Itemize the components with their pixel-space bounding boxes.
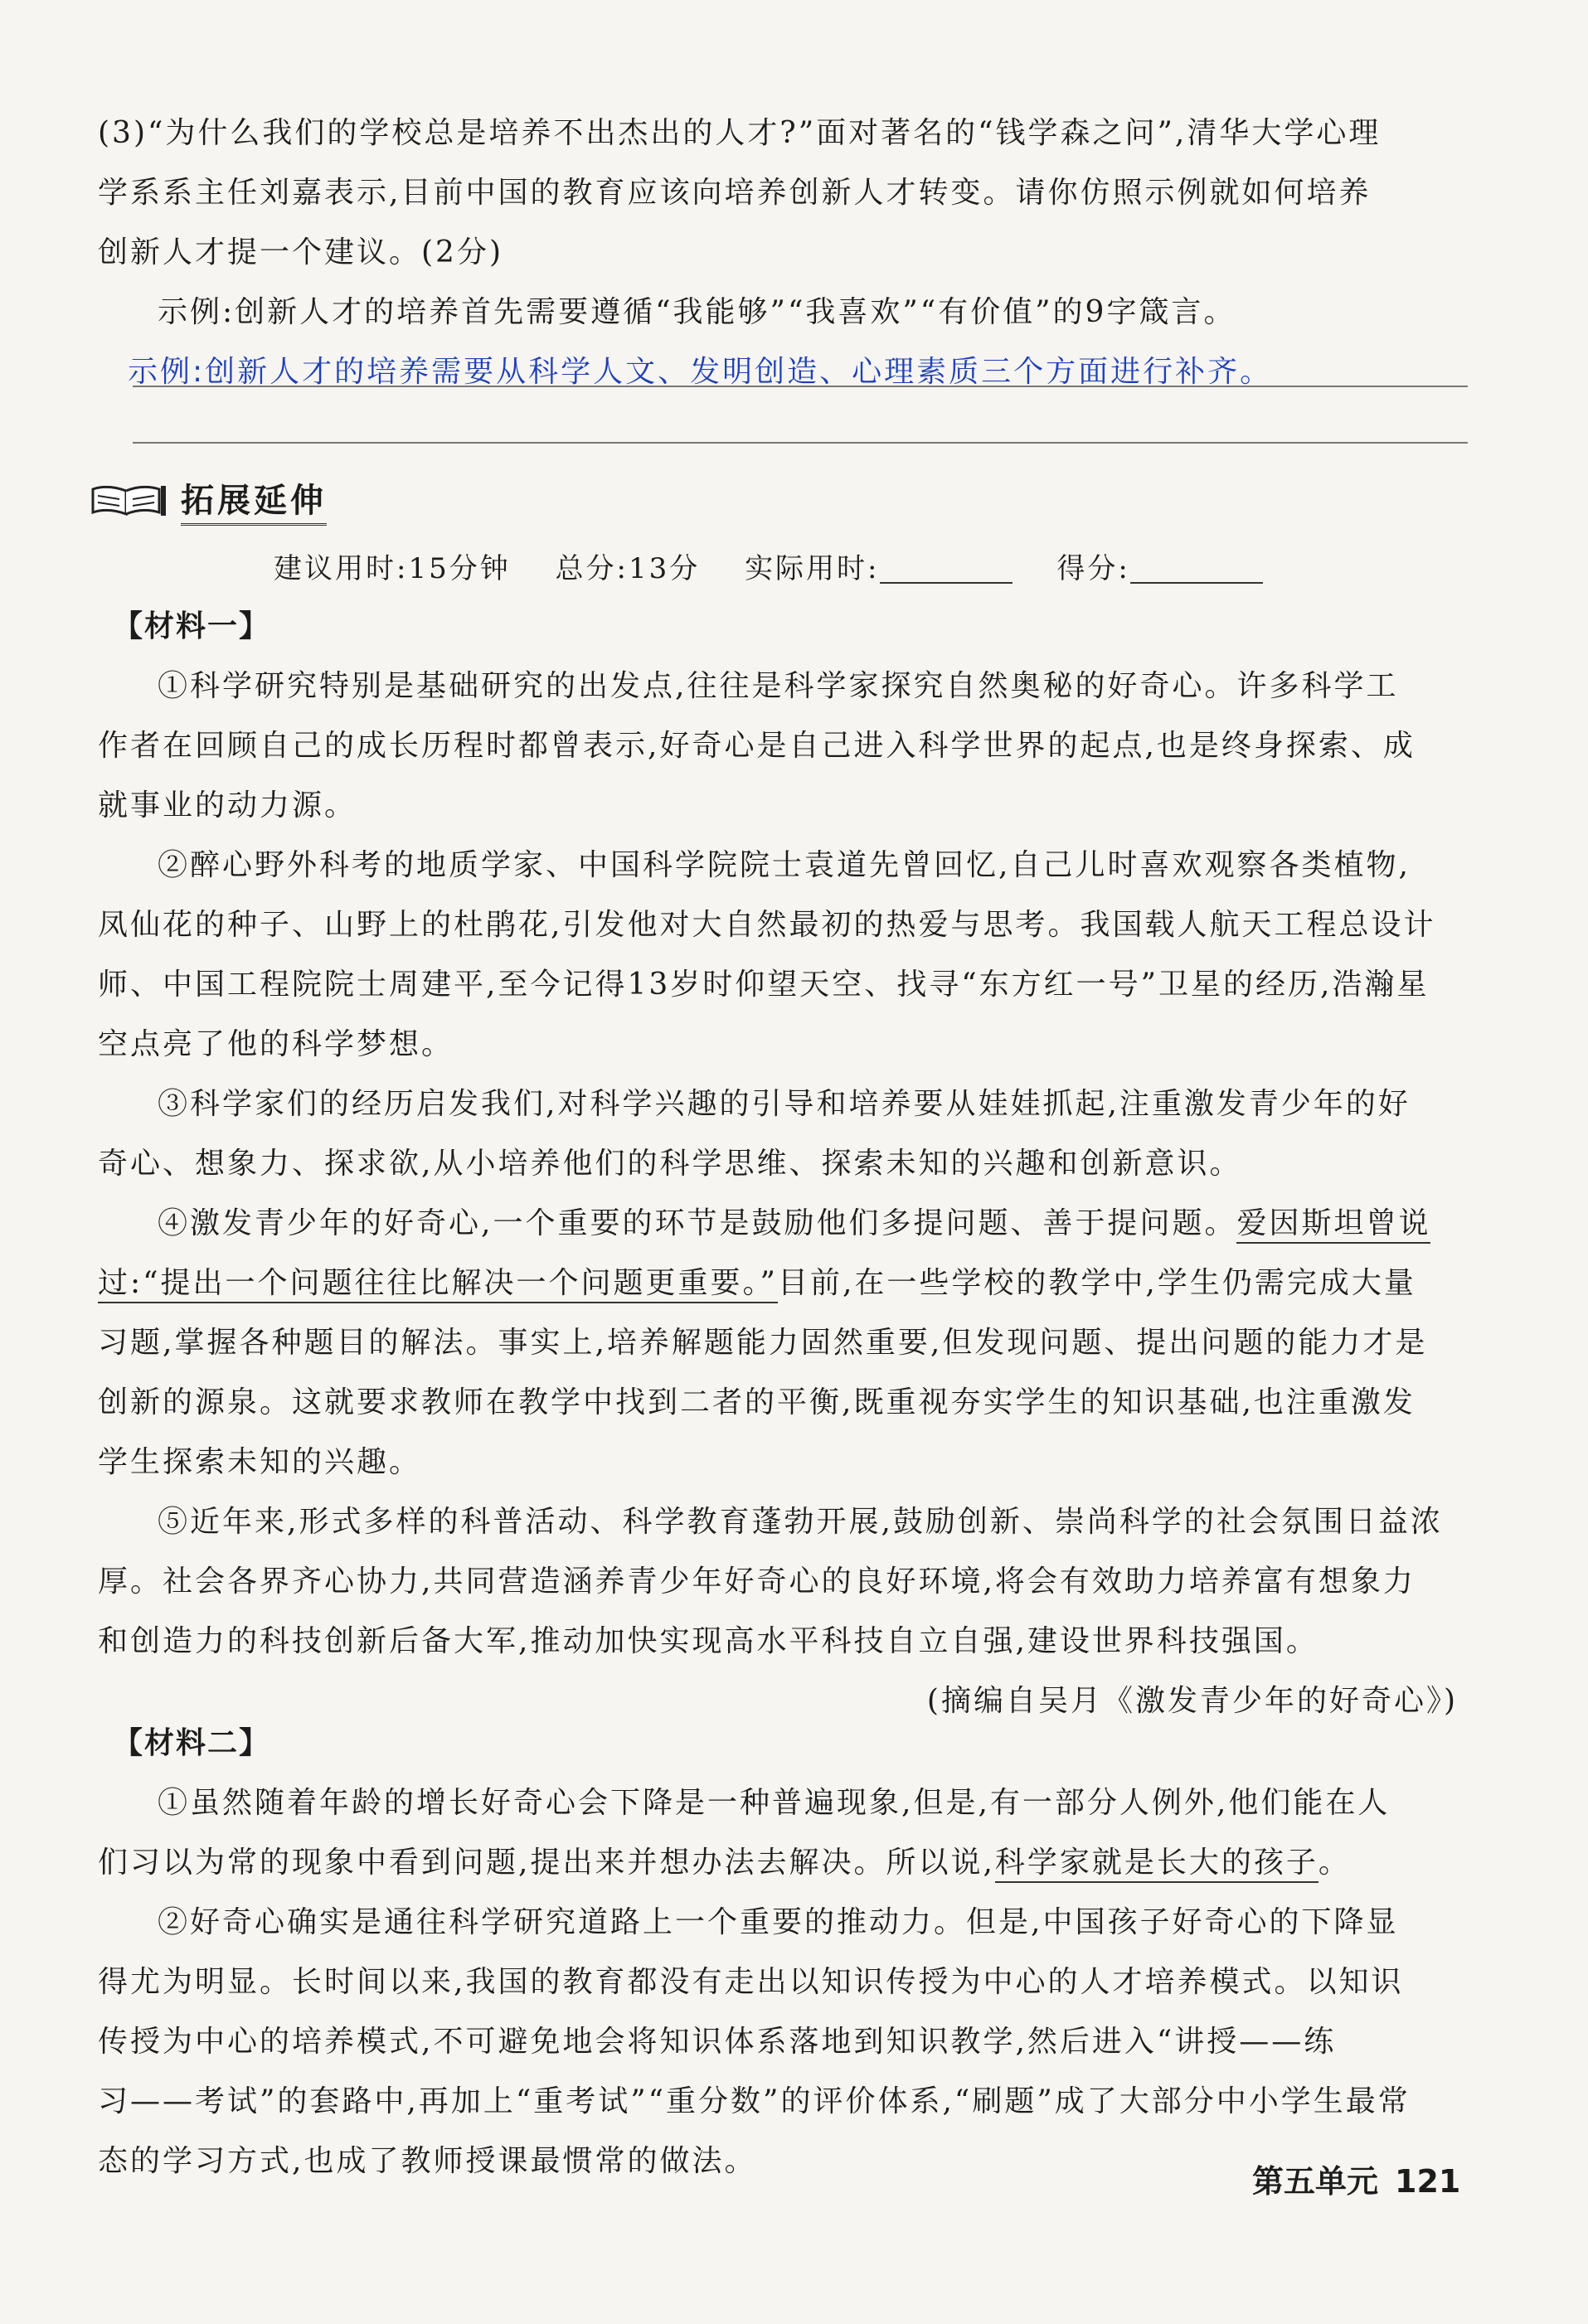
- section-title: 拓展延伸: [181, 474, 327, 526]
- actual-time-label: 实际用时:: [745, 552, 880, 585]
- paragraph-line: 态的学习方式,也成了教师授课最惯常的做法。: [98, 2144, 757, 2178]
- answer-rule: [133, 386, 1468, 387]
- text-span: ④激发青少年的好奇心,一个重要的环节是鼓励他们多提问题、善于提问题。: [158, 1206, 1237, 1240]
- paragraph-line: 和创造力的科技创新后备大军,推动加快实现高水平科技自立自强,建设世界科技强国。: [98, 1624, 1318, 1658]
- paragraph-line: 习——考试”的套路中,再加上“重考试”“重分数”的评价体系,“刷题”成了大部分中小学生最常: [98, 2084, 1411, 2118]
- paragraph-line: 凤仙花的种子、山野上的杜鹃花,引发他对大自然最初的热爱与思考。我国载人航天工程总设计: [98, 908, 1436, 942]
- material-two: [98, 1714, 1458, 2191]
- question-3-answer: 示例:创新人才的培养需要从科学人文、发明创造、心理素质三个方面进行补齐。: [128, 355, 1273, 389]
- text-span: 们习以为常的现象中看到问题,提出来并想办法去解决。所以说,: [98, 1846, 995, 1880]
- time-score-line: [274, 546, 1296, 586]
- paragraph-line: 奇心、想象力、探求欲,从小培养他们的科学思维、探索未知的兴趣和创新意识。: [98, 1147, 1242, 1181]
- material-two-title: 【材料二】: [113, 1726, 271, 1760]
- question-3-line: 创新人才提一个建议。(2分): [98, 235, 503, 269]
- section-heading: [90, 477, 327, 523]
- paragraph-line: 创新的源泉。这就要求教师在教学中找到二者的平衡,既重视夯实学生的知识基础,也注重激发: [98, 1385, 1416, 1419]
- question-3-line: 学系系主任刘嘉表示,目前中国的教育应该向培养创新人才转变。请你仿照示例就如何培养: [98, 176, 1372, 210]
- answer-rule: [133, 442, 1468, 444]
- source-citation: (摘编自吴月《激发青少年的好奇心》): [926, 1684, 1458, 1718]
- paragraph-line: [98, 1194, 1458, 1254]
- paragraph-line: 空点亮了他的科学梦想。: [98, 1027, 454, 1061]
- question-3: [98, 104, 1458, 402]
- paragraph-line: 就事业的动力源。: [98, 788, 357, 822]
- question-3-line: (3)“为什么我们的学校总是培养不出杰出的人才?”面对著名的“钱学森之问”,清华大学心理: [98, 116, 1382, 150]
- score-label: 得分:: [1056, 552, 1130, 585]
- underlined-quote: 爱因斯坦曾说: [1236, 1206, 1430, 1244]
- paragraph-line: ⑤近年来,形式多样的科普活动、科学教育蓬勃开展,鼓励创新、崇尚科学的社会氛围日益浓: [158, 1505, 1443, 1539]
- paragraph-line: ②好奇心确实是通往科学研究道路上一个重要的推动力。但是,中国孩子好奇心的下降显: [158, 1905, 1399, 1939]
- paragraph-line: ③科学家们的经历启发我们,对科学兴趣的引导和培养要从娃娃抓起,注重激发青少年的好: [158, 1087, 1411, 1121]
- paragraph-line: 得尤为明显。长时间以来,我国的教育都没有走出以知识传授为中心的人才培养模式。以知识: [98, 1965, 1404, 1999]
- paragraph-line: ②醉心野外科考的地质学家、中国科学院院士袁道先曾回忆,自己儿时喜欢观察各类植物,: [158, 848, 1411, 882]
- paragraph-line: 传授为中心的培养模式,不可避免地会将知识体系落地到知识教学,然后进入“讲授——练: [98, 2025, 1337, 2059]
- actual-time-blank[interactable]: [880, 557, 1013, 584]
- paragraph-line: 师、中国工程院院士周建平,至今记得13岁时仰望天空、找寻“东方红一号”卫星的经历,浩瀚星: [98, 968, 1430, 1002]
- paragraph-line: ①虽然随着年龄的增长好奇心会下降是一种普遍现象,但是,有一部分人例外,他们能在人: [158, 1786, 1391, 1820]
- total-score: 总分:13分: [555, 552, 701, 585]
- unit-label: 第五单元: [1252, 2163, 1379, 2200]
- book-icon: [90, 481, 169, 519]
- paragraph-line: [98, 1833, 1458, 1893]
- paragraph-line: 习题,掌握各种题目的解法。事实上,培养解题能力固然重要,但发现问题、提出问题的能力才是: [98, 1326, 1428, 1360]
- paragraph-line: 作者在回顾自己的成长历程时都曾表示,好奇心是自己进入科学世界的起点,也是终身探索、成: [98, 729, 1416, 763]
- page-footer: [1252, 2156, 1460, 2201]
- material-one: [98, 597, 1458, 1731]
- material-one-title: 【材料一】: [113, 609, 271, 643]
- suggested-time: 建议用时:15分钟: [274, 552, 511, 585]
- text-span: 目前,在一些学校的教学中,学生仍需完成大量: [777, 1266, 1416, 1300]
- page-number: 121: [1395, 2163, 1461, 2200]
- paragraph-line: 学生探索未知的兴趣。: [98, 1445, 422, 1479]
- paragraph-line: ①科学研究特别是基础研究的出发点,往往是科学家探究自然奥秘的好奇心。许多科学工: [158, 669, 1399, 703]
- question-3-example: 示例:创新人才的培养首先需要遵循“我能够”“我喜欢”“有价值”的9字箴言。: [158, 295, 1236, 329]
- paragraph-line: [98, 1254, 1458, 1313]
- underlined-quote: 过:“提出一个问题往往比解决一个问题更重要。”: [98, 1266, 778, 1303]
- text-span: 。: [1318, 1846, 1351, 1880]
- score-blank[interactable]: [1130, 557, 1263, 584]
- paragraph-line: 厚。社会各界齐心协力,共同营造涵养青少年好奇心的良好环境,将会有效助力培养富有想象力: [98, 1565, 1416, 1599]
- underlined-phrase: 科学家就是长大的孩子: [995, 1846, 1318, 1883]
